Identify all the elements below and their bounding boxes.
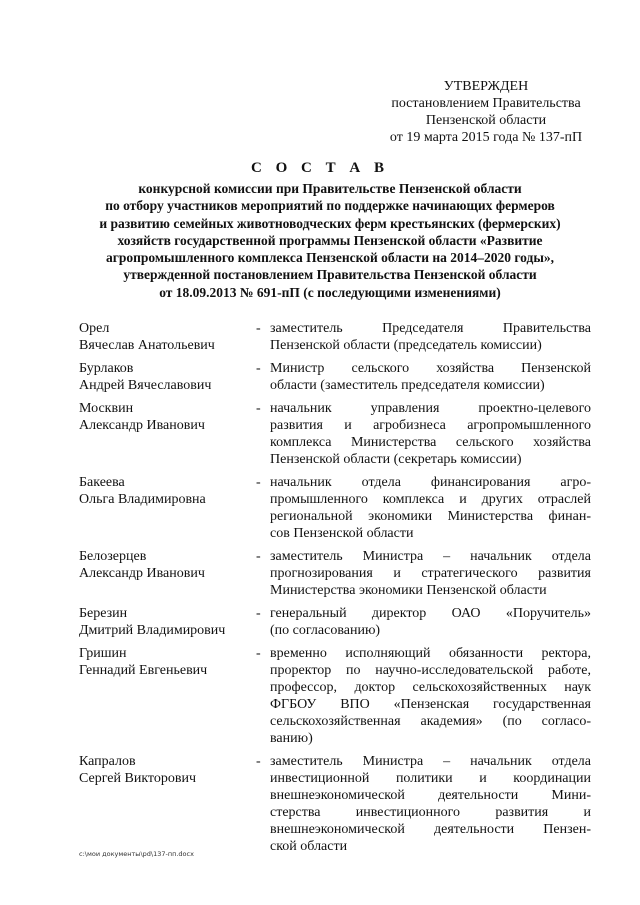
role-line: ванию) [270,731,313,746]
member-dash: - [256,646,261,661]
member-role [270,400,591,468]
member-row [79,605,591,639]
role-line: региональной экономики Министерства финан- [270,509,591,524]
subtitle-line: от 18.09.2013 № 691-пП (с последующими изменениями) [159,284,501,300]
file-path-footer: c:\мои документы\pd\137-пп.docx [79,850,194,858]
role-line: развития и агробизнеса агропромышленного [270,418,591,433]
role-line: Министр сельского хозяйства Пензенской [270,361,591,376]
member-name [79,753,256,855]
member-given-names: Сергей Викторович [79,771,197,786]
member-role [270,605,591,639]
member-given-names: Дмитрий Владимирович [79,623,226,638]
member-dash: - [256,754,261,769]
role-line: стерства инвестиционного развития и [270,805,591,820]
role-line: начальник управления проектно-целевого [270,401,591,416]
document-title: С О С Т А В [251,160,389,176]
role-line: сельскохозяйственная академия» (по согласо- [270,714,591,729]
role-line: начальник отдела финансирования агро- [270,475,591,490]
member-dash: - [256,361,261,376]
member-name [79,645,256,747]
member-dash: - [256,475,261,490]
approval-line: от 19 марта 2015 года № 137-пП [389,130,583,145]
role-line: проректор по научно-исследовательской работе, [270,663,591,678]
member-surname: Гришин [79,646,127,661]
role-line: ФГБОУ ВПО «Пензенская государственная [270,697,591,712]
approval-line: Пензенской области [425,113,547,128]
subtitle-line: по отбору участников мероприятий по поддержке начинающих фермеров [105,198,555,214]
role-line: Министерства экономики Пензенской области [270,583,547,598]
role-line: временно исполняющий обязанности ректора, [270,646,591,661]
approval-block [370,78,602,146]
member-row [79,474,591,542]
member-dash: - [256,549,261,564]
document-subtitle [60,180,600,301]
role-line: инвестиционной политики и координации [270,771,591,786]
member-given-names: Вячеслав Анатольевич [79,338,215,353]
member-role [270,320,591,354]
member-row [79,645,591,747]
role-line: генеральный директор ОАО «Поручитель» [270,606,591,621]
role-line: сов Пензенской области [270,526,414,541]
role-line: заместитель Министра – начальник отдела [270,549,591,564]
member-name [79,320,256,354]
member-role [270,645,591,747]
member-surname: Капралов [79,754,136,769]
subtitle-line: конкурсной комиссии при Правительстве Пензенской области [138,181,522,196]
role-line: комплекса Министерства сельского хозяйства [270,435,591,450]
role-line: внешнеэкономической деятельности Пензен- [270,822,591,837]
member-role [270,548,591,599]
role-line: (по согласованию) [270,623,381,638]
member-given-names: Александр Иванович [79,418,205,433]
member-row [79,548,591,599]
member-given-names: Александр Иванович [79,566,205,581]
member-given-names: Андрей Вячеславович [79,378,212,393]
commission-members-list [79,320,591,861]
member-row [79,320,591,354]
role-line: Пензенской области (секретарь комиссии) [270,452,522,467]
member-role [270,360,591,394]
approval-line: постановлением Правительства [391,96,581,111]
member-surname: Белозерцев [79,549,147,564]
subtitle-line: хозяйств государственной программы Пензенской области «Развитие [117,232,543,248]
member-role [270,753,591,855]
role-line: внешнеэкономической деятельности Мини- [270,788,591,803]
role-line: прогнозирования и стратегического развития [270,566,591,581]
role-line: заместитель Председателя Правительства [270,321,591,336]
member-name [79,400,256,468]
member-name [79,548,256,599]
member-row [79,400,591,468]
member-dash: - [256,321,261,336]
role-line: ской области [270,839,348,854]
member-row [79,360,591,394]
role-line: области (заместитель председателя комиссии) [270,378,545,393]
role-line: профессор, доктор сельскохозяйственных наук [270,680,591,695]
member-dash: - [256,401,261,416]
role-line: заместитель Министра – начальник отдела [270,754,591,769]
member-surname: Орел [79,321,110,336]
member-surname: Березин [79,606,128,621]
member-surname: Бурлаков [79,361,134,376]
member-name [79,474,256,542]
member-given-names: Геннадий Евгеньевич [79,663,208,678]
member-name [79,360,256,394]
member-given-names: Ольга Владимировна [79,492,206,507]
member-row [79,753,591,855]
member-surname: Бакеева [79,475,125,490]
member-dash: - [256,606,261,621]
member-role [270,474,591,542]
member-name [79,605,256,639]
role-line: Пензенской области (председатель комиссии) [270,338,542,353]
role-line: промышленного комплекса и других отраслей [270,492,591,507]
subtitle-line: и развитию семейных животноводческих ферм крестьянских (фермерских) [99,215,561,231]
member-surname: Москвин [79,401,134,416]
subtitle-line: утвержденной постановлением Правительства Пензенской области [123,267,537,283]
subtitle-line: агропромышленного комплекса Пензенской области на 2014–2020 годы», [105,250,555,266]
approval-line: УТВЕРЖДЕН [443,79,529,94]
